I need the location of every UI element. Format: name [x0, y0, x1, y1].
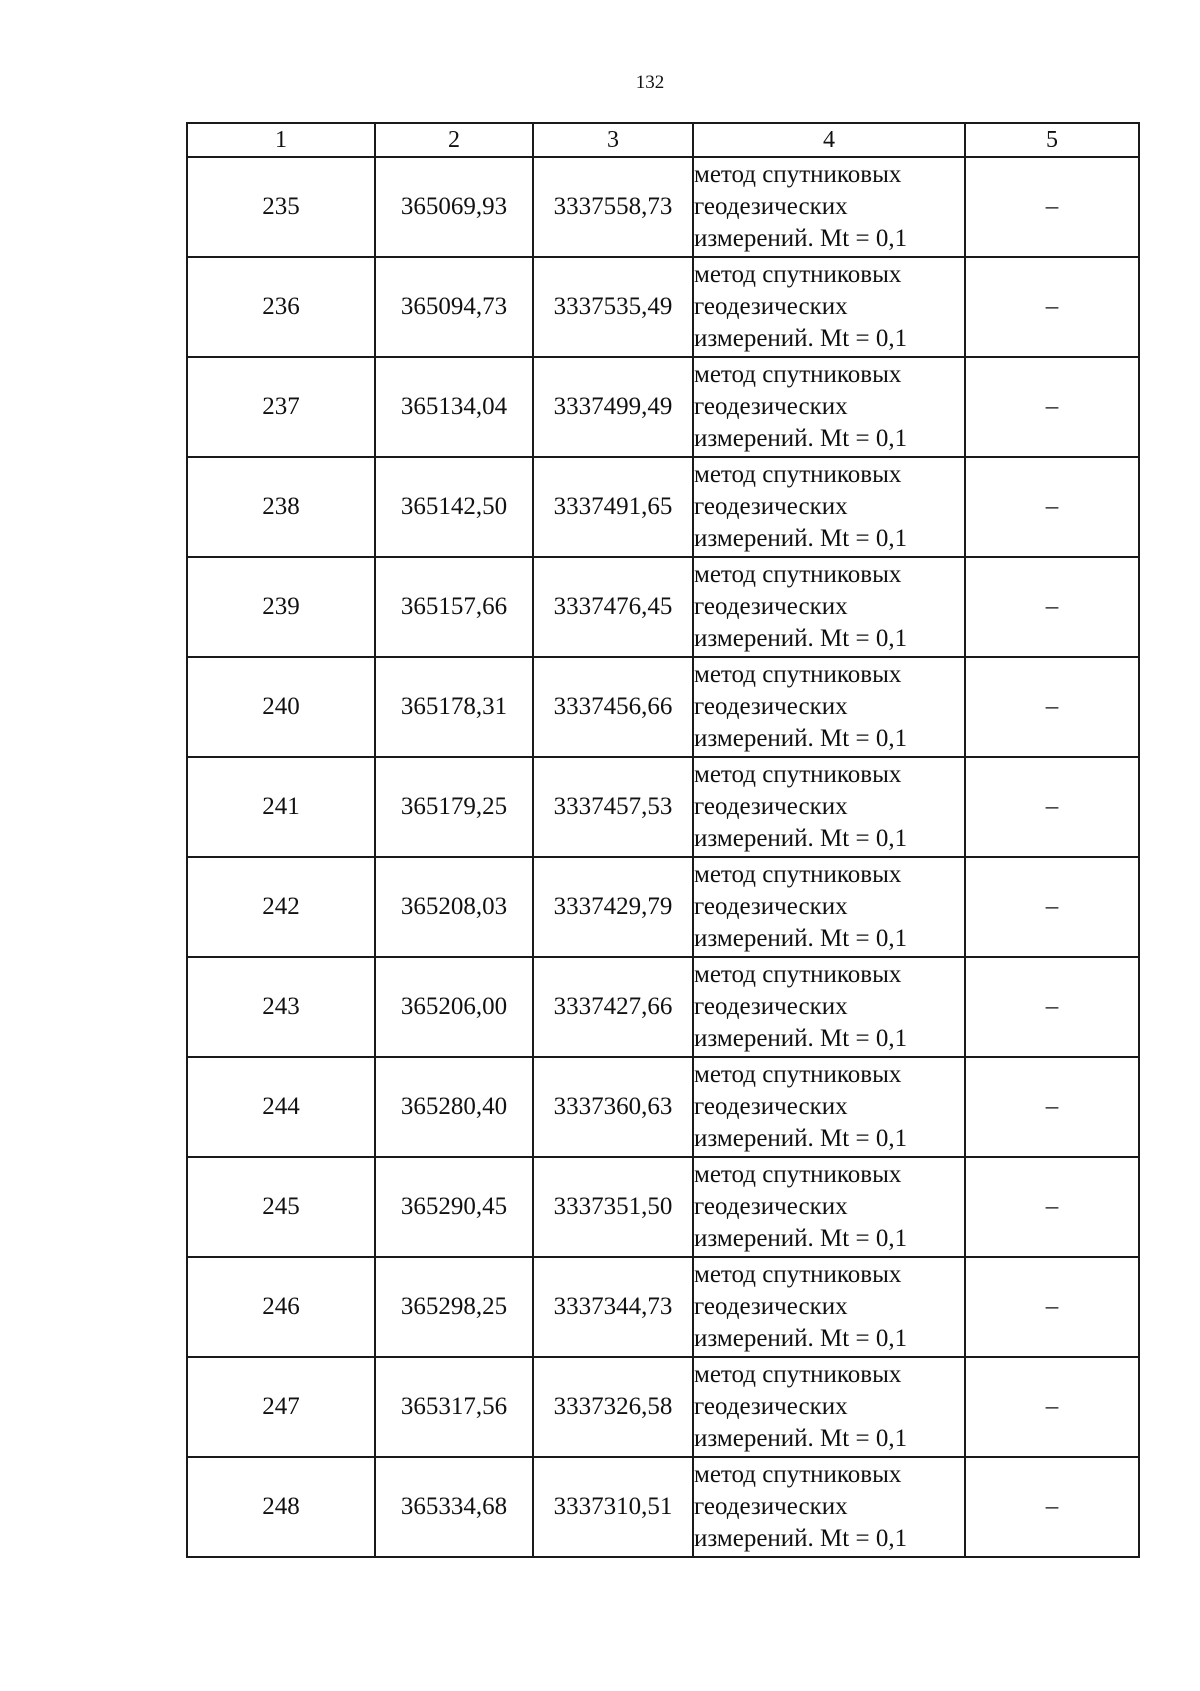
y-coordinate-cell: 3337429,79	[533, 857, 693, 957]
note-cell: –	[965, 257, 1139, 357]
method-line: метод спутниковых	[694, 1261, 902, 1288]
method-line: метод спутниковых	[694, 361, 902, 388]
x-coordinate-cell: 365280,40	[375, 1057, 533, 1157]
table-row	[187, 557, 1139, 657]
table-body	[187, 157, 1139, 1557]
x-coordinate-cell: 365317,56	[375, 1357, 533, 1457]
table-row	[187, 1357, 1139, 1457]
y-coordinate-cell: 3337360,63	[533, 1057, 693, 1157]
point-number-cell: 236	[187, 257, 375, 357]
method-line: метод спутниковых	[694, 161, 902, 188]
method-line: измерений. Mt = 0,1	[694, 825, 908, 852]
x-coordinate-cell: 365206,00	[375, 957, 533, 1057]
method-line: метод спутниковых	[694, 1061, 902, 1088]
method-cell	[693, 1257, 965, 1357]
method-line: измерений. Mt = 0,1	[694, 925, 908, 952]
table-row	[187, 657, 1139, 757]
x-coordinate-cell: 365134,04	[375, 357, 533, 457]
note-cell: –	[965, 357, 1139, 457]
y-coordinate-cell: 3337491,65	[533, 457, 693, 557]
method-line: измерений. Mt = 0,1	[694, 1325, 908, 1352]
note-cell: –	[965, 557, 1139, 657]
method-line: измерений. Mt = 0,1	[694, 1225, 908, 1252]
note-cell: –	[965, 1057, 1139, 1157]
point-number-cell: 245	[187, 1157, 375, 1257]
method-cell	[693, 557, 965, 657]
method-line: измерений. Mt = 0,1	[694, 525, 908, 552]
note-cell: –	[965, 157, 1139, 257]
point-number-cell: 243	[187, 957, 375, 1057]
y-coordinate-cell: 3337558,73	[533, 157, 693, 257]
y-coordinate-cell: 3337326,58	[533, 1357, 693, 1457]
x-coordinate-cell: 365208,03	[375, 857, 533, 957]
y-coordinate-cell: 3337456,66	[533, 657, 693, 757]
method-line: измерений. Mt = 0,1	[694, 1425, 908, 1452]
method-line: измерений. Mt = 0,1	[694, 325, 908, 352]
method-line: измерений. Mt = 0,1	[694, 625, 908, 652]
method-cell	[693, 1057, 965, 1157]
column-header: 1	[187, 123, 375, 157]
page-number: 132	[635, 72, 665, 93]
point-number-cell: 244	[187, 1057, 375, 1157]
point-number-cell: 237	[187, 357, 375, 457]
method-cell	[693, 757, 965, 857]
note-cell: –	[965, 1357, 1139, 1457]
note-cell: –	[965, 957, 1139, 1057]
table-row	[187, 1157, 1139, 1257]
method-cell	[693, 857, 965, 957]
y-coordinate-cell: 3337310,51	[533, 1457, 693, 1557]
note-cell: –	[965, 1157, 1139, 1257]
column-header: 3	[533, 123, 693, 157]
x-coordinate-cell: 365142,50	[375, 457, 533, 557]
method-line: геодезических	[694, 1393, 848, 1420]
point-number-cell: 248	[187, 1457, 375, 1557]
table-row	[187, 357, 1139, 457]
point-number-cell: 238	[187, 457, 375, 557]
point-number-cell: 235	[187, 157, 375, 257]
method-line: метод спутниковых	[694, 1161, 902, 1188]
point-number-cell: 247	[187, 1357, 375, 1457]
y-coordinate-cell: 3337351,50	[533, 1157, 693, 1257]
method-line: измерений. Mt = 0,1	[694, 1025, 908, 1052]
coordinates-table	[186, 122, 1140, 1558]
method-line: геодезических	[694, 1293, 848, 1320]
header-row	[187, 123, 1139, 157]
method-line: геодезических	[694, 493, 848, 520]
table-header	[187, 123, 1139, 157]
method-line: геодезических	[694, 893, 848, 920]
x-coordinate-cell: 365298,25	[375, 1257, 533, 1357]
x-coordinate-cell: 365178,31	[375, 657, 533, 757]
method-line: метод спутниковых	[694, 1361, 902, 1388]
method-cell	[693, 257, 965, 357]
table-row	[187, 757, 1139, 857]
method-line: геодезических	[694, 1493, 848, 1520]
y-coordinate-cell: 3337535,49	[533, 257, 693, 357]
method-line: измерений. Mt = 0,1	[694, 225, 908, 252]
method-line: измерений. Mt = 0,1	[694, 1125, 908, 1152]
note-cell: –	[965, 857, 1139, 957]
point-number-cell: 246	[187, 1257, 375, 1357]
method-line: метод спутниковых	[694, 761, 902, 788]
method-line: геодезических	[694, 593, 848, 620]
x-coordinate-cell: 365157,66	[375, 557, 533, 657]
method-line: геодезических	[694, 1093, 848, 1120]
y-coordinate-cell: 3337499,49	[533, 357, 693, 457]
table-row	[187, 1257, 1139, 1357]
x-coordinate-cell: 365069,93	[375, 157, 533, 257]
column-header: 5	[965, 123, 1139, 157]
method-line: геодезических	[694, 293, 848, 320]
x-coordinate-cell: 365334,68	[375, 1457, 533, 1557]
method-line: измерений. Mt = 0,1	[694, 1525, 908, 1552]
point-number-cell: 242	[187, 857, 375, 957]
method-cell	[693, 1357, 965, 1457]
method-line: геодезических	[694, 993, 848, 1020]
method-line: метод спутниковых	[694, 461, 902, 488]
table-row	[187, 857, 1139, 957]
note-cell: –	[965, 1257, 1139, 1357]
method-line: метод спутниковых	[694, 1461, 902, 1488]
method-line: геодезических	[694, 1193, 848, 1220]
y-coordinate-cell: 3337344,73	[533, 1257, 693, 1357]
column-header: 2	[375, 123, 533, 157]
method-cell	[693, 457, 965, 557]
y-coordinate-cell: 3337427,66	[533, 957, 693, 1057]
note-cell: –	[965, 457, 1139, 557]
method-line: измерений. Mt = 0,1	[694, 725, 908, 752]
note-cell: –	[965, 657, 1139, 757]
method-cell	[693, 657, 965, 757]
table-row	[187, 1057, 1139, 1157]
x-coordinate-cell: 365179,25	[375, 757, 533, 857]
point-number-cell: 240	[187, 657, 375, 757]
note-cell: –	[965, 757, 1139, 857]
method-line: измерений. Mt = 0,1	[694, 425, 908, 452]
y-coordinate-cell: 3337476,45	[533, 557, 693, 657]
table-row	[187, 957, 1139, 1057]
method-line: метод спутниковых	[694, 961, 902, 988]
method-line: метод спутниковых	[694, 261, 902, 288]
table-row	[187, 1457, 1139, 1557]
note-cell: –	[965, 1457, 1139, 1557]
column-header: 4	[693, 123, 965, 157]
method-line: геодезических	[694, 393, 848, 420]
method-line: метод спутниковых	[694, 861, 902, 888]
point-number-cell: 241	[187, 757, 375, 857]
method-cell	[693, 1157, 965, 1257]
x-coordinate-cell: 365094,73	[375, 257, 533, 357]
x-coordinate-cell: 365290,45	[375, 1157, 533, 1257]
table-row	[187, 457, 1139, 557]
method-cell	[693, 157, 965, 257]
point-number-cell: 239	[187, 557, 375, 657]
table-row	[187, 257, 1139, 357]
method-line: метод спутниковых	[694, 561, 902, 588]
method-cell	[693, 1457, 965, 1557]
method-cell	[693, 357, 965, 457]
table-row	[187, 157, 1139, 257]
method-cell	[693, 957, 965, 1057]
method-line: геодезических	[694, 193, 848, 220]
method-line: метод спутниковых	[694, 661, 902, 688]
method-line: геодезических	[694, 693, 848, 720]
y-coordinate-cell: 3337457,53	[533, 757, 693, 857]
method-line: геодезических	[694, 793, 848, 820]
